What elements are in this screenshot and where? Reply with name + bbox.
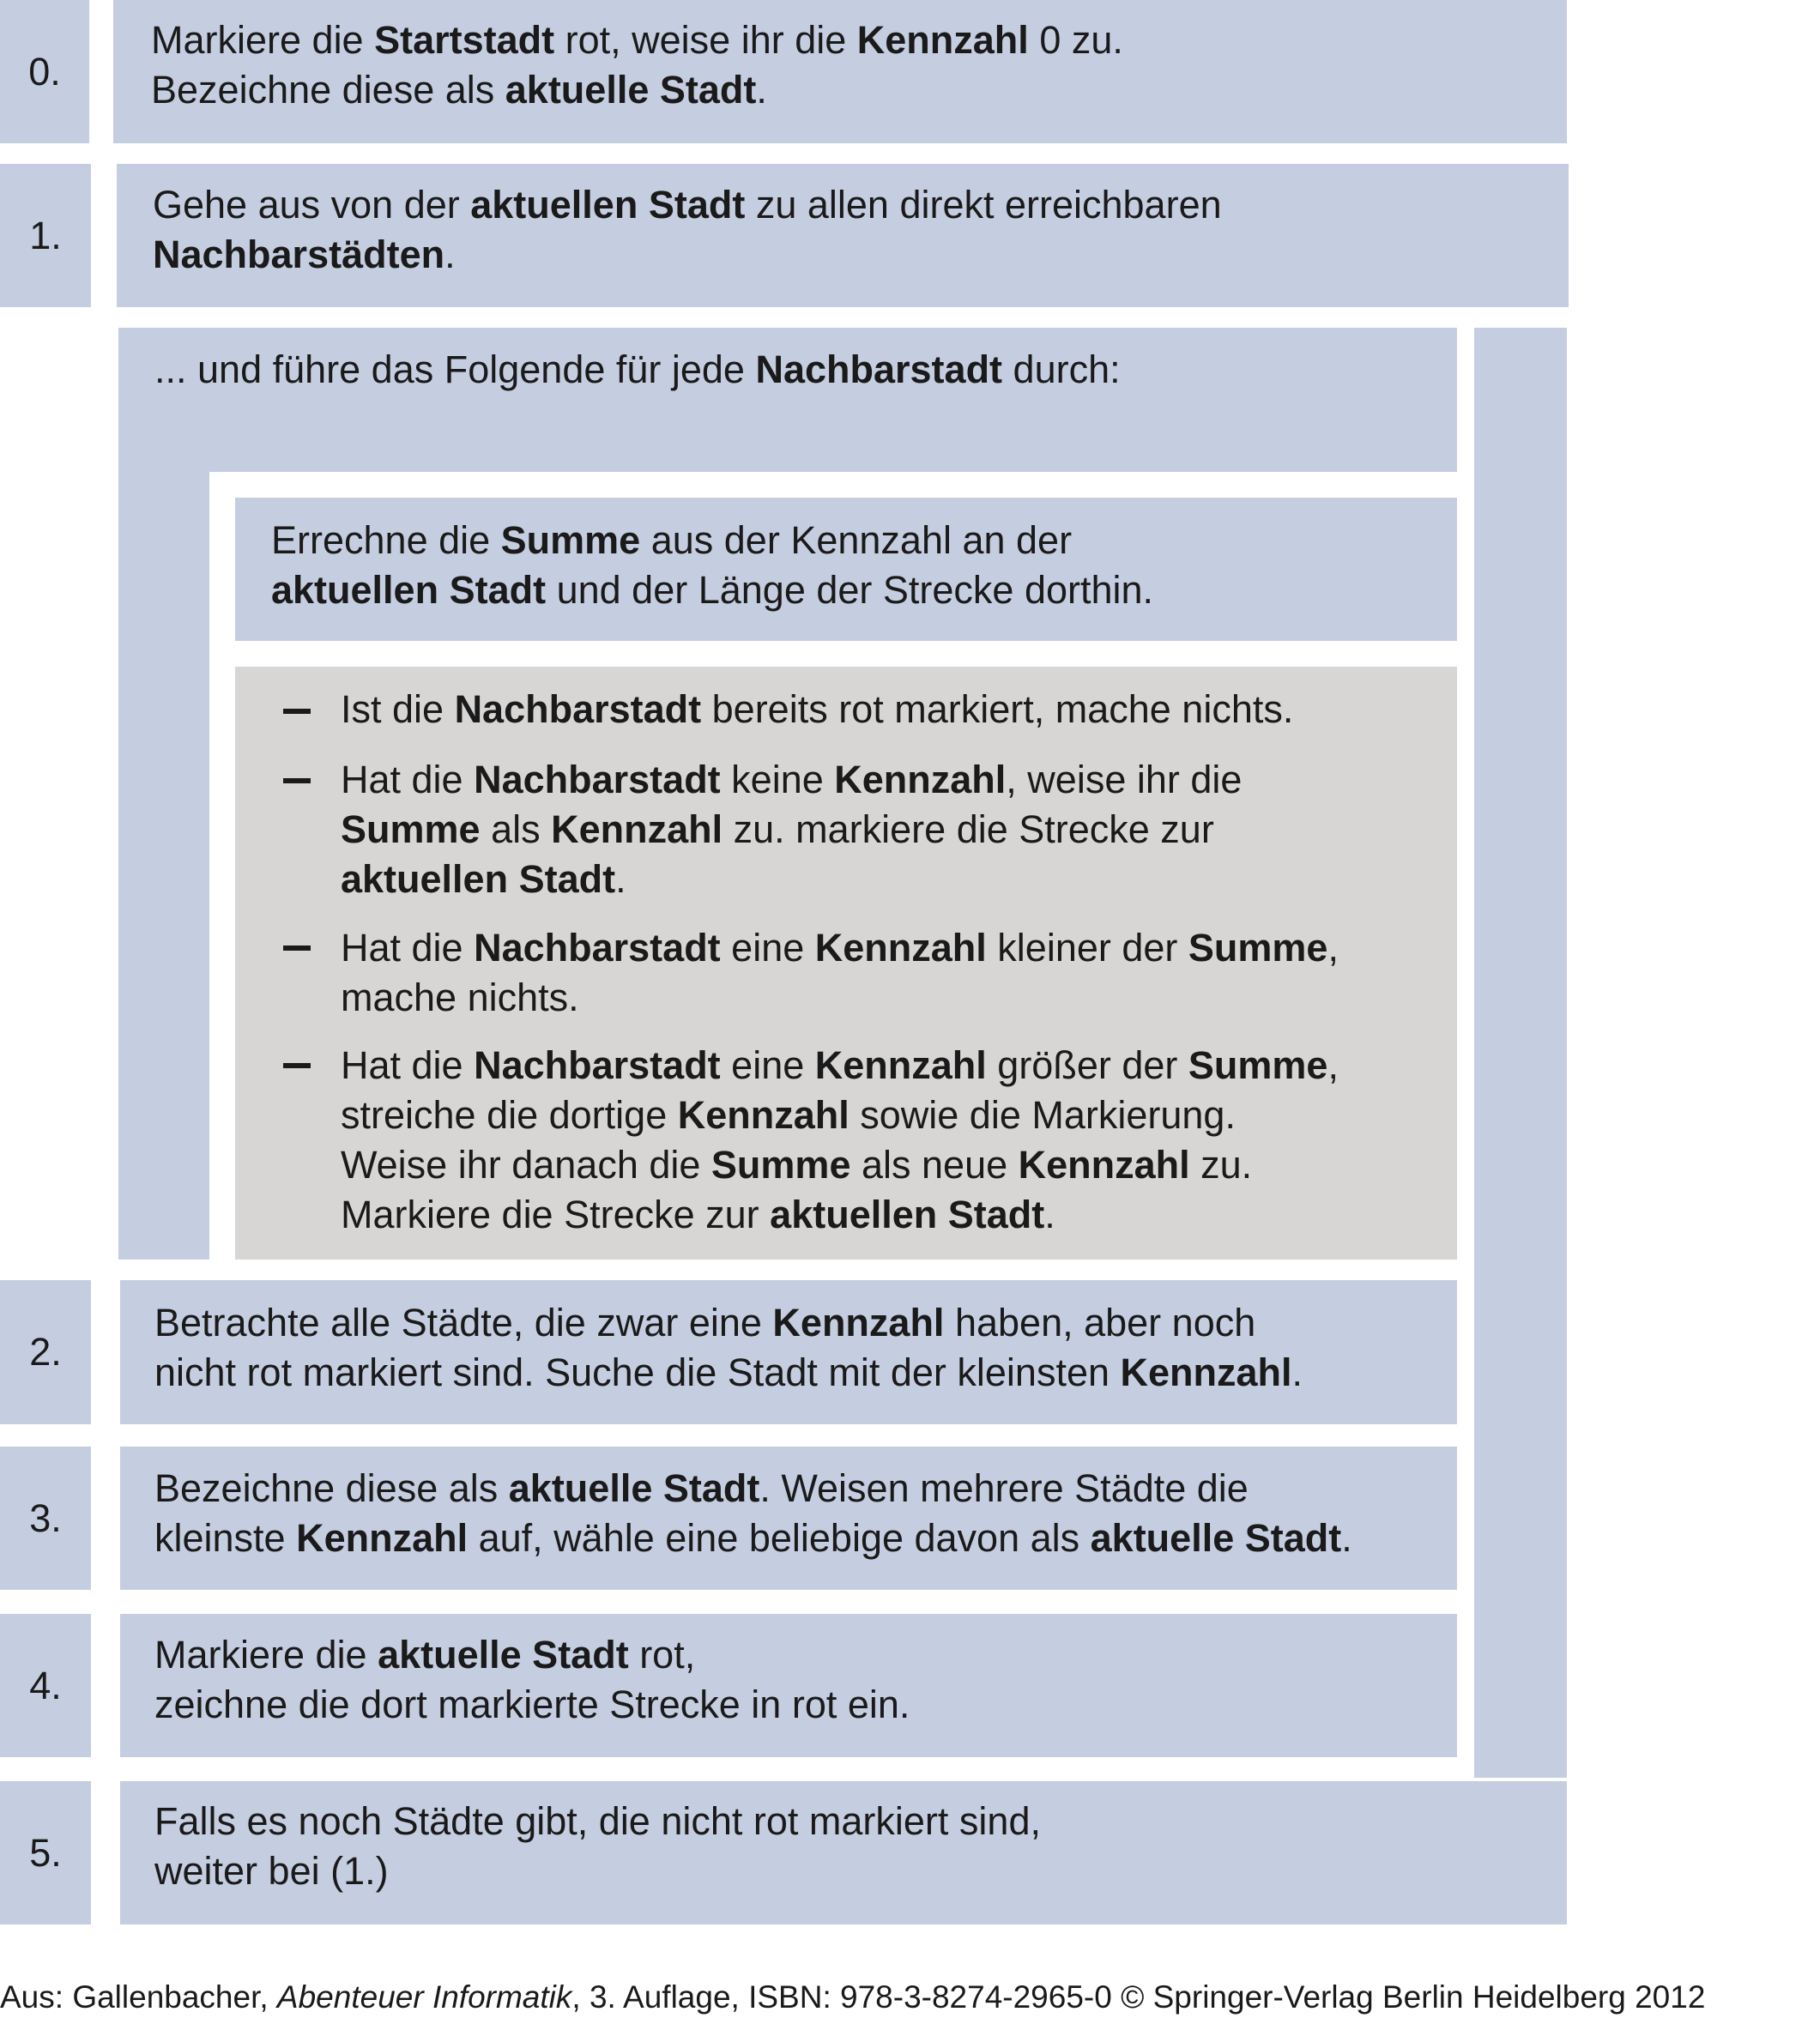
credit-prefix: Aus: Gallenbacher, bbox=[0, 1979, 277, 2015]
step-5-box bbox=[120, 1781, 1567, 1924]
step-3-number-cell bbox=[0, 1447, 91, 1590]
text-line bbox=[341, 805, 1242, 855]
text-line bbox=[341, 1041, 1339, 1091]
text-segment: sowie die Markierung. bbox=[849, 1093, 1236, 1137]
bold-term: Kennzahl bbox=[1018, 1143, 1190, 1187]
bold-term: aktuelle Stadt bbox=[508, 1466, 760, 1510]
text-segment: Falls es noch Städte gibt, die nicht rot markiert sind, bbox=[154, 1799, 1041, 1843]
step-0-number: 0. bbox=[28, 49, 61, 94]
bold-term: aktuellen Stadt bbox=[770, 1193, 1045, 1236]
step-0-number-cell bbox=[0, 0, 89, 143]
text-segment: . bbox=[444, 233, 456, 276]
text-segment: nicht rot markiert sind. Suche die Stadt mit der kleinsten bbox=[154, 1350, 1121, 1394]
text-line bbox=[151, 15, 1123, 65]
text-segment: eine bbox=[720, 1043, 815, 1087]
text-line bbox=[154, 345, 1121, 395]
bold-term: aktuellen Stadt bbox=[271, 568, 547, 612]
bold-term: Summe bbox=[341, 807, 481, 851]
case-1-text bbox=[341, 685, 1293, 734]
text-segment: größer der bbox=[986, 1043, 1188, 1087]
text-segment: Markiere die bbox=[154, 1633, 378, 1677]
bold-term: Nachbarstädten bbox=[153, 233, 445, 276]
text-line bbox=[153, 230, 1222, 280]
text-segment: . bbox=[1291, 1350, 1303, 1394]
bold-term: Kennzahl bbox=[1120, 1350, 1292, 1394]
text-segment: weiter bei (1.) bbox=[154, 1849, 389, 1893]
bold-term: Summe bbox=[1188, 926, 1328, 970]
bold-term: Nachbarstadt bbox=[454, 687, 702, 731]
text-segment: kleiner der bbox=[986, 926, 1188, 970]
text-line bbox=[341, 685, 1293, 734]
bold-term: aktuelle Stadt bbox=[378, 1633, 629, 1677]
step-1-number-cell bbox=[0, 164, 91, 307]
text-segment: , weise ihr die bbox=[1006, 758, 1243, 801]
step-5-number: 5. bbox=[29, 1830, 62, 1875]
step-5-text bbox=[154, 1797, 1041, 1896]
text-line bbox=[154, 1348, 1303, 1398]
text-segment: zu. markiere die Strecke zur bbox=[723, 807, 1214, 851]
step-5-number-cell bbox=[0, 1781, 91, 1924]
text-segment: aus der Kennzahl an der bbox=[640, 518, 1073, 562]
step-1-text bbox=[153, 180, 1222, 280]
credit-suffix: , 3. Auflage, ISBN: 978-3-8274-2965-0 © Springer-Verlag Berlin Heidelberg 2012 bbox=[571, 1979, 1706, 2015]
text-segment: und der Länge der Strecke dorthin. bbox=[546, 568, 1154, 612]
text-line bbox=[154, 1298, 1303, 1348]
sum-text bbox=[271, 516, 1153, 615]
step-2-number-cell bbox=[0, 1280, 91, 1424]
text-line bbox=[154, 1464, 1352, 1514]
sum-box bbox=[235, 498, 1457, 641]
text-segment: Errechne die bbox=[271, 518, 501, 562]
bold-term: aktuellen Stadt bbox=[470, 183, 746, 227]
step-1-box bbox=[117, 164, 1569, 307]
step-4-number-cell bbox=[0, 1614, 91, 1757]
loop-header-text bbox=[154, 345, 1121, 395]
step-4-box bbox=[120, 1614, 1457, 1757]
text-segment: Betrachte alle Städte, die zwar eine bbox=[154, 1301, 773, 1344]
bold-term: Kennzahl bbox=[772, 1301, 945, 1344]
text-segment: keine bbox=[720, 758, 835, 801]
text-line bbox=[341, 755, 1242, 805]
text-segment: eine bbox=[720, 926, 815, 970]
step-4-number: 4. bbox=[29, 1663, 62, 1707]
text-segment: , bbox=[1327, 926, 1339, 970]
step-3-number: 3. bbox=[29, 1495, 62, 1540]
text-segment: auf, wähle eine beliebige davon als bbox=[468, 1516, 1091, 1560]
text-segment: Bezeichne diese als bbox=[151, 68, 505, 112]
bold-term: Nachbarstadt bbox=[474, 758, 721, 801]
case-1-dash bbox=[283, 709, 311, 714]
text-segment: Weise ihr danach die bbox=[341, 1143, 711, 1187]
text-line bbox=[271, 516, 1153, 565]
text-line bbox=[341, 1091, 1339, 1140]
text-segment: Bezeichne diese als bbox=[154, 1466, 509, 1510]
case-3-text bbox=[341, 923, 1339, 1023]
text-segment: rot, bbox=[628, 1633, 696, 1677]
bold-term: Kennzahl bbox=[551, 807, 723, 851]
bold-term: aktuelle Stadt bbox=[1090, 1516, 1342, 1560]
bold-term: aktuellen Stadt bbox=[341, 857, 616, 901]
bold-term: Summe bbox=[710, 1143, 851, 1187]
credit-book-title: Abenteuer Informatik bbox=[276, 1979, 572, 2015]
text-line bbox=[341, 973, 1339, 1023]
text-line bbox=[151, 65, 1123, 115]
text-segment: haben, aber noch bbox=[944, 1301, 1256, 1344]
text-segment: . bbox=[756, 68, 767, 112]
text-segment: Gehe aus von der bbox=[153, 183, 471, 227]
text-segment: kleinste bbox=[154, 1516, 297, 1560]
text-segment: 0 zu. bbox=[1028, 18, 1123, 62]
text-line bbox=[341, 855, 1242, 904]
bold-term: Nachbarstadt bbox=[755, 347, 1003, 391]
bold-term: aktuelle Stadt bbox=[505, 68, 757, 112]
text-segment: Ist die bbox=[341, 687, 455, 731]
text-line bbox=[154, 1797, 1041, 1846]
text-segment: durch: bbox=[1002, 347, 1121, 391]
bold-term: Summe bbox=[500, 518, 641, 562]
step-2-text bbox=[154, 1298, 1303, 1398]
text-segment: . bbox=[1341, 1516, 1352, 1560]
bold-term: Startstadt bbox=[374, 18, 555, 62]
text-segment: ... und führe das Folgende für jede bbox=[154, 347, 756, 391]
bold-term: Kennzahl bbox=[856, 18, 1029, 62]
loop-left-rail bbox=[118, 472, 209, 1260]
text-line bbox=[154, 1514, 1352, 1563]
source-credit bbox=[0, 1979, 1705, 2016]
text-line bbox=[341, 1190, 1339, 1240]
text-segment: Markiere die Strecke zur bbox=[341, 1193, 771, 1236]
text-line bbox=[153, 180, 1222, 230]
bold-term: Nachbarstadt bbox=[474, 926, 721, 970]
bold-term: Nachbarstadt bbox=[474, 1043, 721, 1087]
loop-header-box bbox=[118, 328, 1457, 472]
text-segment: mache nichts. bbox=[341, 976, 579, 1019]
bold-term: Kennzahl bbox=[814, 1043, 987, 1087]
text-segment: Markiere die bbox=[151, 18, 375, 62]
text-segment: . Weisen mehrere Städte die bbox=[759, 1466, 1249, 1510]
text-segment: . bbox=[615, 857, 626, 901]
step-3-text bbox=[154, 1464, 1352, 1563]
bold-term: Kennzahl bbox=[296, 1516, 469, 1560]
bold-term: Kennzahl bbox=[834, 758, 1007, 801]
text-line bbox=[154, 1630, 910, 1680]
step-3-box bbox=[120, 1447, 1457, 1590]
text-line bbox=[154, 1846, 1041, 1896]
loop-bracket-right bbox=[1474, 328, 1567, 1778]
step-4-text bbox=[154, 1630, 910, 1730]
case-2-text bbox=[341, 755, 1242, 904]
text-segment: . bbox=[1044, 1193, 1055, 1236]
text-segment: streiche die dortige bbox=[341, 1093, 678, 1137]
text-segment: rot, weise ihr die bbox=[554, 18, 857, 62]
bold-term: Summe bbox=[1188, 1043, 1328, 1087]
case-2-dash bbox=[283, 778, 311, 783]
text-segment: , bbox=[1327, 1043, 1339, 1087]
text-segment: zu allen direkt erreichbaren bbox=[745, 183, 1222, 227]
step-0-text bbox=[151, 15, 1123, 115]
bold-term: Kennzahl bbox=[677, 1093, 850, 1137]
text-segment: bereits rot markiert, mache nichts. bbox=[701, 687, 1294, 731]
text-segment: als bbox=[480, 807, 552, 851]
step-1-number: 1. bbox=[29, 213, 62, 257]
case-3-dash bbox=[283, 946, 311, 951]
text-segment: zeichne die dort markierte Strecke in rot ein. bbox=[154, 1683, 910, 1726]
text-segment: Hat die bbox=[341, 1043, 475, 1087]
case-4-dash bbox=[283, 1063, 311, 1068]
text-segment: Hat die bbox=[341, 758, 475, 801]
step-2-box bbox=[120, 1280, 1457, 1424]
text-line bbox=[271, 565, 1153, 615]
bold-term: Kennzahl bbox=[814, 926, 987, 970]
text-line bbox=[341, 1140, 1339, 1190]
step-2-number: 2. bbox=[29, 1330, 62, 1374]
text-segment: zu. bbox=[1189, 1143, 1253, 1187]
text-segment: Hat die bbox=[341, 926, 475, 970]
text-line bbox=[154, 1680, 910, 1730]
case-4-text bbox=[341, 1041, 1339, 1240]
text-line bbox=[341, 923, 1339, 973]
text-segment: als neue bbox=[850, 1143, 1019, 1187]
step-0-box bbox=[113, 0, 1567, 143]
